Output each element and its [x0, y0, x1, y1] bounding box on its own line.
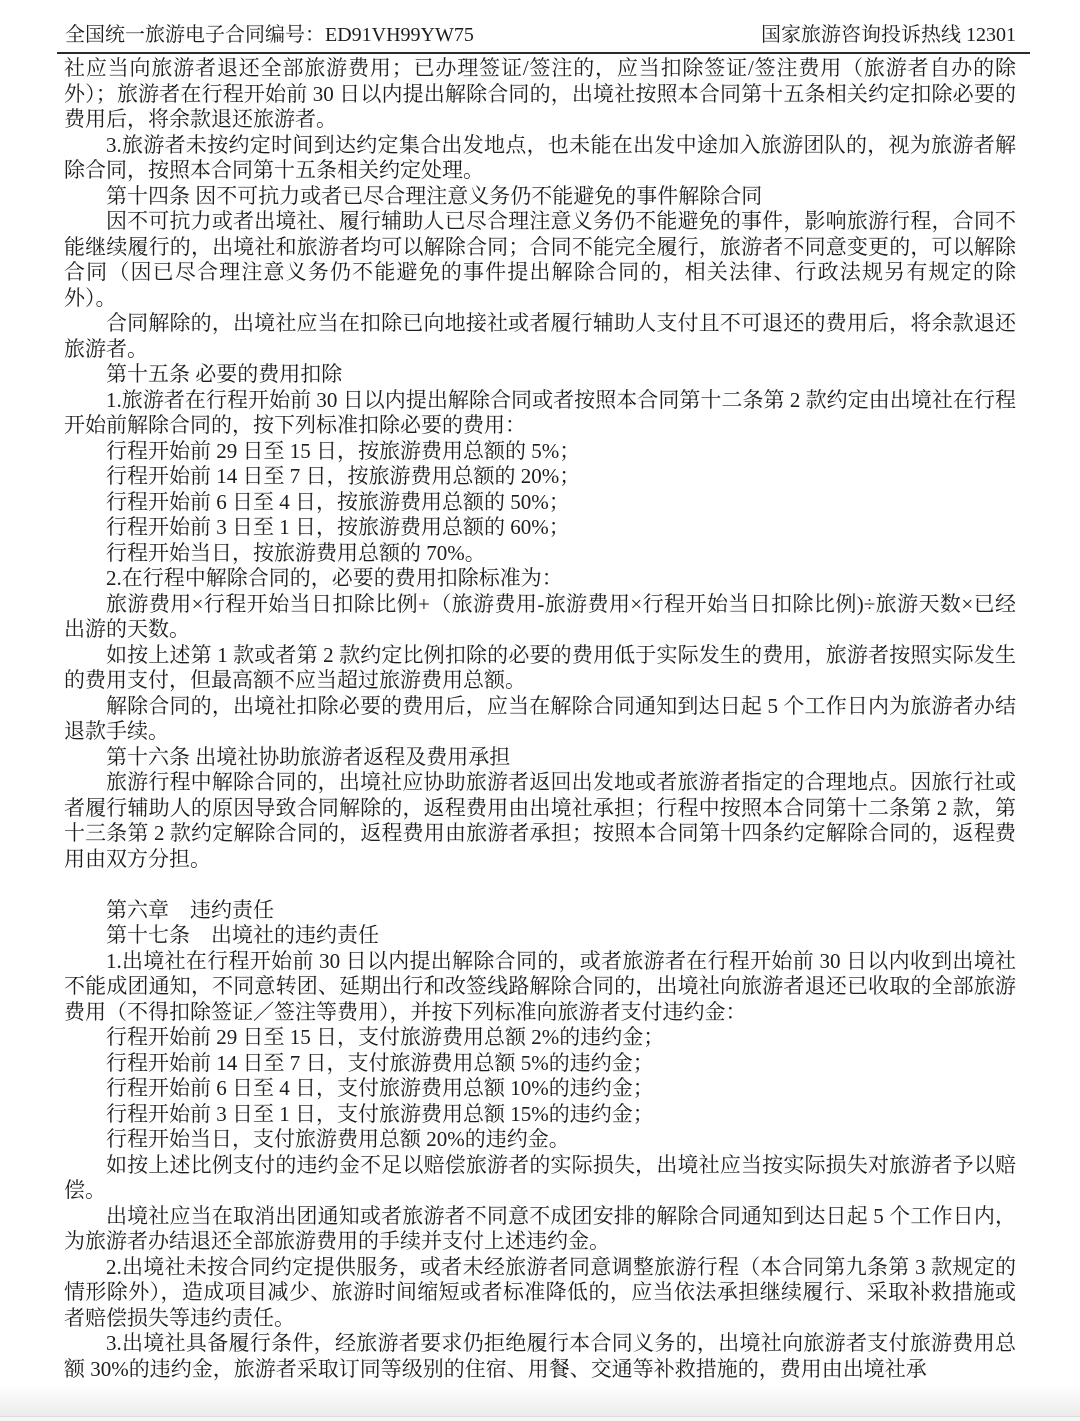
page-header-row: [57, 24, 1030, 47]
contract-paragraph: 行程开始前 3 日至 1 日，按旅游费用总额的 60%；: [106, 515, 570, 539]
contract-paragraph: 出境社应当在取消出团通知或者旅游者不同意不成团安排的解除合同通知到达日起 5 个工作日内，为旅游者办结退还全部旅游费用的手续并支付上述违约金。: [64, 1203, 1016, 1253]
contract-paragraph: 行程开始当日，按旅游费用总额的 70%。: [106, 540, 486, 565]
contract-paragraph: 旅游行程中解除合同的，出境社应协助旅游者返回出发地或者旅游者指定的合理地点。因旅行社或者履行辅助人的原因导致合同解除的，返程费用由出境社承担；行程中按照本合同第十二条第 2 款，第十三条第 2 款约定解除合同的，返程费用由旅游者承担；按照本合同第十四条约定解除合同的，返程费用由双方分担。: [64, 770, 1016, 871]
contract-paragraph: 行程开始前 29 日至 15 日，支付旅游费用总额 2%的违约金；: [106, 1025, 665, 1049]
contract-paragraph: 合同解除的，出境社应当在扣除已向地接社或者履行辅助人支付且不可退还的费用后，将余款退还旅游者。: [64, 311, 1016, 361]
page-bottom-shadow: [0, 1384, 1080, 1416]
contract-paragraph: 解除合同的，出境社扣除必要的费用后，应当在解除合同通知到达日起 5 个工作日内为旅游者办结退款手续。: [64, 693, 1016, 743]
contract-paragraph: 行程开始前 6 日至 4 日，支付旅游费用总额 10%的违约金；: [106, 1076, 654, 1100]
contract-paragraph: 第六章 违约责任: [106, 897, 274, 922]
contract-paragraph: 行程开始当日，支付旅游费用总额 20%的违约金。: [106, 1127, 570, 1151]
contract-paragraph: 第十七条 出境社的违约责任: [106, 923, 379, 947]
contract-paragraph: 2.出境社未按合同约定提供服务，或者未经旅游者同意调整旅游行程（本合同第九条第 3 款规定的情形除外），造成项目减少、旅游时间缩短或者标准降低的，应当依法承担继续履行、采取补救措施或者赔偿损失等违约责任。: [64, 1254, 1016, 1330]
page-header: [57, 24, 1030, 54]
contract-paragraph: 行程开始前 29 日至 15 日，按旅游费用总额的 5%；: [106, 438, 581, 463]
contract-paragraph: 行程开始前 3 日至 1 日，支付旅游费用总额 15%的违约金；: [106, 1101, 654, 1126]
contract-paragraph: 第十六条 出境社协助旅游者返程及费用承担: [106, 744, 511, 769]
contract-paragraph: 行程开始前 14 日至 7 日，支付旅游费用总额 5%的违约金；: [106, 1050, 654, 1075]
contract-paragraph: 3.出境社具备履行条件，经旅游者要求仍拒绝履行本合同义务的，出境社向旅游者支付旅游费用总额 30%的违约金，旅游者采取订同等级别的住宿、用餐、交通等补救措施的，费用由出境社承: [64, 1331, 1016, 1381]
contract-paragraph: 第十四条 因不可抗力或者已尽合理注意义务仍不能避免的事件解除合同: [106, 183, 763, 208]
contract-paragraph: 旅游费用×行程开始当日扣除比例+（旅游费用-旅游费用×行程开始当日扣除比例)÷旅游天数×已经出游的天数。: [64, 591, 1016, 641]
page-bottom-margin: [0, 1417, 1080, 1421]
contract-paragraph: 1.出境社在行程开始前 30 日以内提出解除合同的，或者旅游者在行程开始前 30 日以内收到出境社不能成团通知，不同意转团、延期出行和改签线路解除合同的，出境社向旅游者退还已收取的全部旅游费用（不得扣除签证／签注等费用），并按下列标准向旅游者支付违约金：: [64, 948, 1016, 1024]
contract-paragraph: 因不可抗力或者出境社、履行辅助人已尽合理注意义务仍不能避免的事件，影响旅游行程，合同不能继续履行的，出境社和旅游者均可以解除合同；合同不能完全履行，旅游者不同意变更的，可以解除合同（因已尽合理注意义务仍不能避免的事件提出解除合同的，相关法律、行政法规另有规定的除外）。: [64, 209, 1016, 310]
contract-paragraph: 如按上述第 1 款或者第 2 款约定比例扣除的必要的费用低于实际发生的费用，旅游者按照实际发生的费用支付，但最高额不应当超过旅游费用总额。: [64, 642, 1016, 692]
header-contract-number: 全国统一旅游电子合同编号：ED91VH99YW75: [65, 24, 474, 46]
contract-paragraph: 1.旅游者在行程开始前 30 日以内提出解除合同或者按照本合同第十二条第 2 款约定由出境社在行程开始前解除合同的，按下列标准扣除必要的费用：: [64, 387, 1016, 437]
contract-body: [64, 56, 1016, 1382]
contract-paragraph: 社应当向旅游者退还全部旅游费用；已办理签证/签注的，应当扣除签证/签注费用（旅游者自办的除外）；旅游者在行程开始前 30 日以内提出解除合同的，出境社按照本合同第十五条相关约定扣除必要的费用后，将余款退还旅游者。: [64, 56, 1016, 131]
header-hotline: 国家旅游咨询投诉热线 12301: [761, 24, 1016, 46]
contract-paragraph: 行程开始前 6 日至 4 日，按旅游费用总额的 50%；: [106, 489, 570, 514]
contract-paragraph: 如按上述比例支付的违约金不足以赔偿旅游者的实际损失，出境社应当按实际损失对旅游者予以赔偿。: [64, 1152, 1016, 1202]
contract-paragraph: 2.在行程中解除合同的，必要的费用扣除标准为：: [106, 566, 563, 590]
contract-paragraph: 行程开始前 14 日至 7 日，按旅游费用总额的 20%；: [106, 464, 581, 488]
page-bottom-edge-line: [0, 1416, 1080, 1417]
contract-paragraph: 第十五条 必要的费用扣除: [106, 362, 343, 386]
contract-paragraph: 3.旅游者未按约定时间到达约定集合出发地点，也未能在出发中途加入旅游团队的，视为旅游者解除合同，按照本合同第十五条相关约定处理。: [64, 132, 1016, 182]
